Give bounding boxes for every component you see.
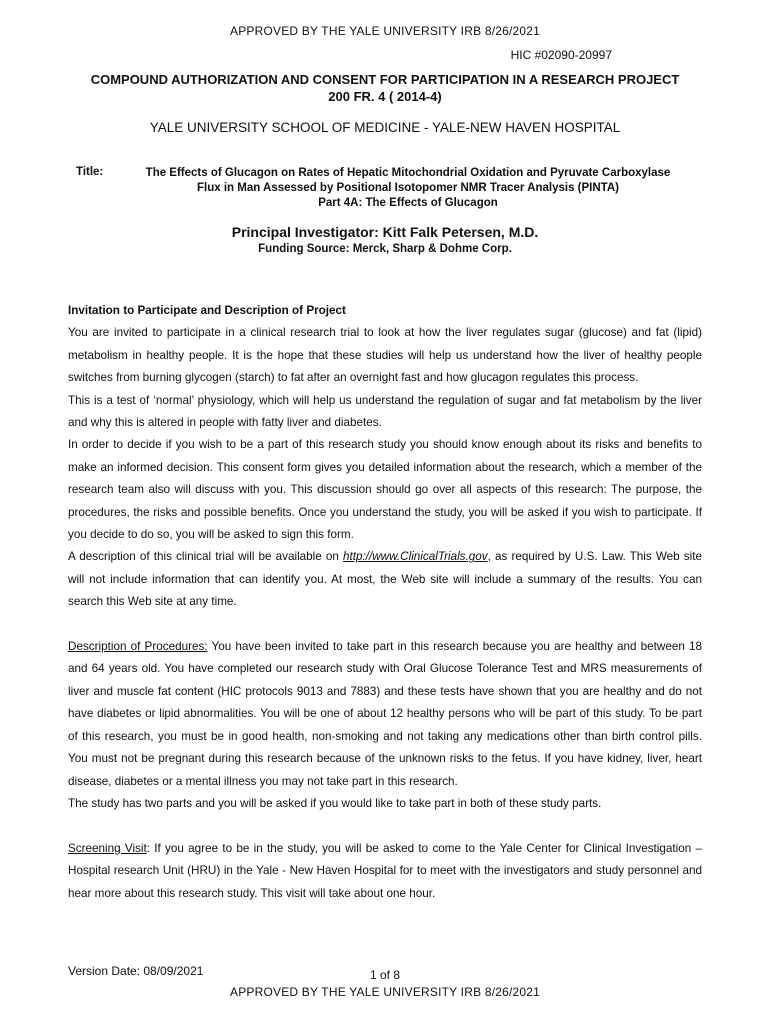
invitation-paragraph-4 xyxy=(68,546,702,613)
screening-heading: Screening Visit xyxy=(68,841,147,855)
document-title xyxy=(0,71,770,105)
invitation-paragraph-3: In order to decide if you wish to be a part of this research study you should know enough about its risks and benefits to make an informed decision. This consent form gives you detailed information about the research, which a member of the research team also will discuss with you. This discussion should go over all aspects of this research: The purpose, the procedures, the risks and possible benefits. Once you understand the study, you will be asked if you wish to participate. If you decide to do so, you will be asked to sign this form. xyxy=(68,438,702,542)
hic-number: HIC #02090-20997 xyxy=(510,48,612,62)
invitation-heading: Invitation to Participate and Description of Project xyxy=(68,304,346,317)
procedures-paragraph-1 xyxy=(68,636,702,793)
clinicaltrials-link[interactable]: http://www.ClinicalTrials.gov xyxy=(343,550,488,564)
document-title-line2: 200 FR. 4 ( 2014-4) xyxy=(328,89,442,104)
funding-source: Funding Source: Merck, Sharp & Dohme Corp. xyxy=(258,243,512,255)
study-title xyxy=(112,166,704,211)
section-spacer xyxy=(68,815,702,837)
procedures-heading: Description of Procedures: xyxy=(68,640,208,654)
study-title-line2: Flux in Man Assessed by Positional Isotopomer NMR Tracer Analysis (PINTA) xyxy=(197,182,619,194)
section-spacer xyxy=(68,614,702,636)
document-title-line1: COMPOUND AUTHORIZATION AND CONSENT FOR PARTICIPATION IN A RESEARCH PROJECT xyxy=(90,72,680,87)
invitation-paragraph-1: You are invited to participate in a clinical research trial to look at how the liver regulates sugar (glucose) and fat (lipid) metabolism in healthy people. It is the hope that these studies will help us understand how the liver of healthy people switches from burning glycogen (starch) to fat after an overnight fast and how glucagon regulates this process. xyxy=(68,326,702,385)
institution-name: YALE UNIVERSITY SCHOOL OF MEDICINE - YALE-NEW HAVEN HOSPITAL xyxy=(149,120,621,135)
invitation-paragraph-2: This is a test of ‘normal’ physiology, which will help us understand the regulation of sugar and fat metabolism by the liver and why this is altered in people with fatty liver and diabetes. xyxy=(68,393,702,430)
page-number: 1 of 8 xyxy=(369,968,401,982)
study-title-label: Title: xyxy=(76,166,104,178)
clinicaltrials-text-after: , as required by U.S. Law. This Web site will not include information that can identify you. At most, the Web site will include a summary of the results. You can search this Web site at any time. xyxy=(68,550,702,609)
procedures-text: You have been invited to take part in this research because you are healthy and between 18 and 64 years old. You have completed our research study with Oral Glucose Tolerance Test and MRS measurements of liver and muscle fat content (HIC protocols 9013 and 7883) and these tests have shown that you are healthy and do not have diabetes or lipid abnormalities. You will be one of about 12 healthy persons who will be part of this study. To be part of this research, you must be in good health, non-smoking and not taking any medications other than birth control pills. You must not be pregnant during this research because of the unknown risks to the fetus. If you have kidney, liver, heart disease, diabetes or a mental illness you may not take part in this research. xyxy=(68,640,703,788)
procedures-paragraph-2: The study has two parts and you will be asked if you would like to take part in both of these study parts. xyxy=(68,796,602,810)
study-title-line1: The Effects of Glucagon on Rates of Hepatic Mitochondrial Oxidation and Pyruvate Carboxylase xyxy=(145,167,671,179)
principal-investigator: Principal Investigator: Kitt Falk Petersen, M.D. xyxy=(231,224,539,240)
clinicaltrials-text-before: A description of this clinical trial will be available on xyxy=(68,550,343,564)
version-date: Version Date: 08/09/2021 xyxy=(68,964,204,978)
consent-body xyxy=(68,300,702,905)
study-title-line3: Part 4A: The Effects of Glucagon xyxy=(318,197,498,209)
screening-text: : If you agree to be in the study, you will be asked to come to the Yale Center for Clinical Investigation – Hospital research Unit (HRU) in the Yale - New Haven Hospital for to meet with the investigators and study personnel and hear more about this research study. This visit will take about one hour. xyxy=(68,841,703,900)
irb-approval-header: APPROVED BY THE YALE UNIVERSITY IRB 8/26/2021 xyxy=(229,24,541,38)
irb-approval-footer: APPROVED BY THE YALE UNIVERSITY IRB 8/26/2021 xyxy=(229,985,541,999)
screening-paragraph xyxy=(68,838,702,905)
